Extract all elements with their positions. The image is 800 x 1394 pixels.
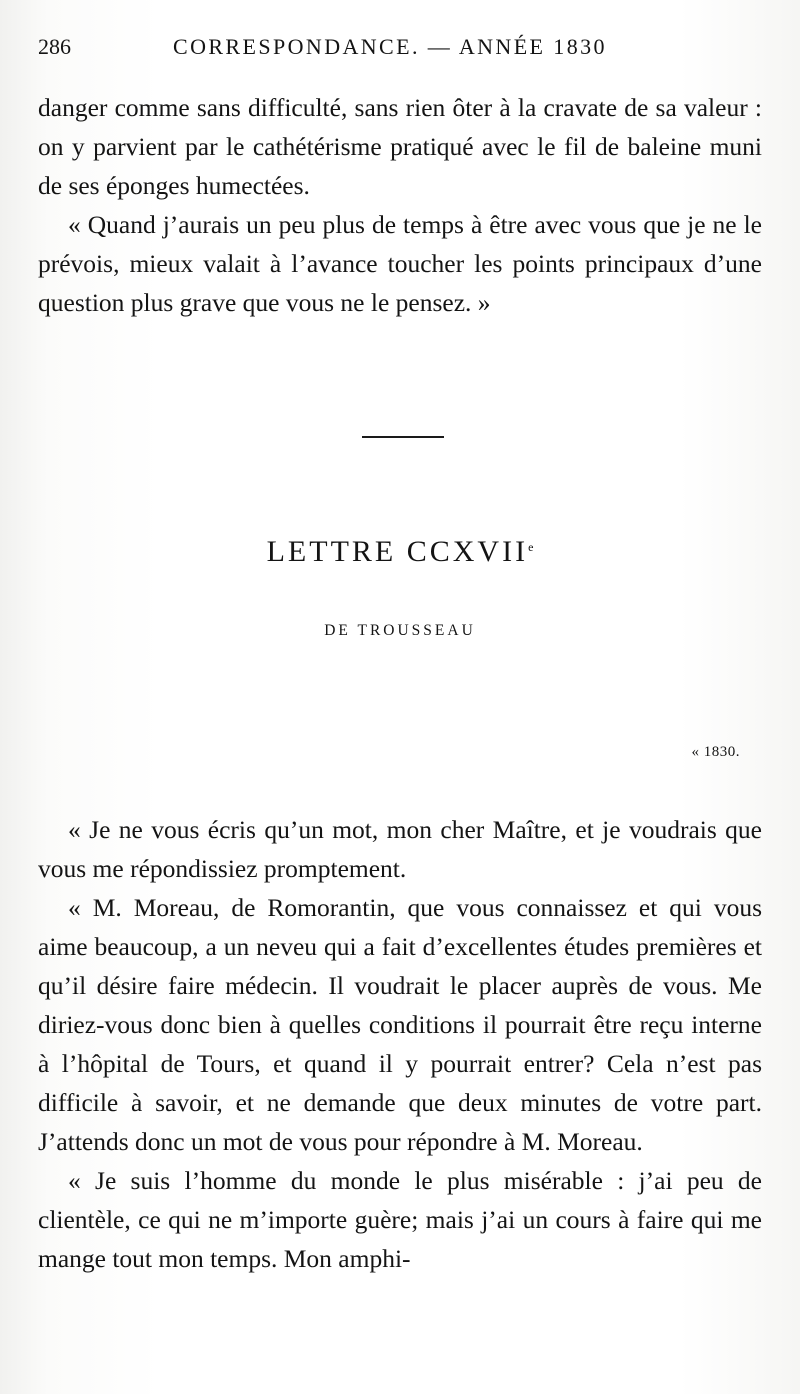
letter-title [0,535,800,569]
paragraph: « Je ne vous écris qu’un mot, mon cher Maître, et je voudrais que vous me répondissiez promptement. [38,815,762,883]
paragraph: « Je suis l’homme du monde le plus misérable : j’ai peu de clientèle, ce qui ne m’importe guère; mais j’ai un cours à faire qui me mange tout mon temps. Mon amphi- [38,1166,762,1273]
paragraph: danger comme sans difficulté, sans rien ôter à la cravate de sa valeur : on y parvient par le cathétérisme pratiqué avec le fil de baleine muni de ses éponges humectées. [38,93,762,200]
letter-sender: DE TROUSSEAU [324,622,476,639]
page-header [38,34,762,64]
paragraph: « M. Moreau, de Romorantin, que vous connaissez et qui vous aime beaucoup, a un neveu qui a fait d’excellentes études premières et qu’il désire faire médecin. Il voudrait le placer auprès de vous. Me diriez-vous donc bien à quelles conditions il pourrait être reçu interne à l’hôpital de Tours, et quand il y pourrait entrer? Cela n’est pas difficile à savoir, et ne demande que deux minutes de votre part. J’attends donc un mot de vous pour répondre à M. Moreau. [38,893,762,1156]
text-block-continuation [38,88,762,322]
section-divider-rule [362,436,444,438]
running-head: CORRESPONDANCE. — ANNÉE 1830 [173,34,607,59]
letter-title-text: LETTRE CCXVII [266,535,529,568]
letter-dateline: « 1830. [691,744,740,760]
paragraph: « Quand j’aurais un peu plus de temps à être avec vous que je ne le prévois, mieux valait à l’avance toucher les points principaux d’une question plus grave que vous ne le pensez. » [38,210,762,317]
page-number: 286 [38,34,71,59]
letter-title-ordinal-mark: e [528,540,534,554]
letter-body [38,810,762,1278]
